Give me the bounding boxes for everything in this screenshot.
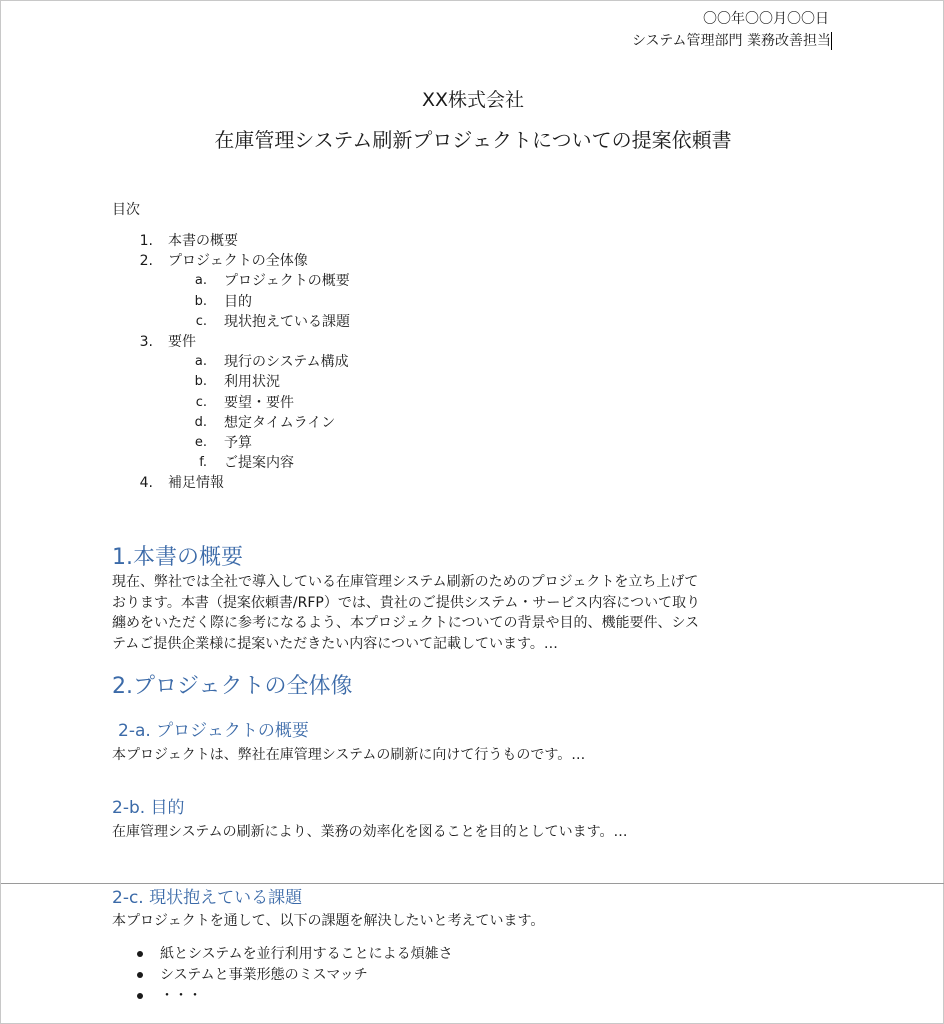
list-item-text: ・・・ (160, 988, 202, 1004)
section-1-line: テムご提供企業様に提案いただきたい内容について記載しています。… (112, 635, 558, 652)
toc-item-number: e. (194, 434, 207, 450)
toc-item-label: 現状抱えている課題 (224, 313, 350, 330)
text-cursor (831, 32, 832, 50)
section-1-body (112, 572, 832, 654)
bullet-icon (137, 993, 143, 999)
toc-item (1, 332, 944, 352)
list-item-text: システムと事業形態のミスマッチ (160, 967, 368, 983)
toc-item-label: 現行のシステム構成 (224, 354, 349, 371)
toc-item (1, 473, 944, 493)
toc-item-number: c. (195, 313, 207, 329)
toc-heading: 目次 (112, 202, 140, 218)
bullet-icon (137, 951, 143, 957)
section-1-heading: 1.本書の概要 (112, 545, 243, 570)
table-of-contents (1, 231, 944, 493)
toc-item (1, 352, 944, 372)
toc-item-number: a. (194, 354, 207, 370)
toc-item-label: 要望・要件 (224, 394, 294, 411)
section-2b-heading: 2-b. 目的 (112, 798, 185, 818)
toc-item (1, 453, 944, 473)
toc-item (1, 251, 944, 271)
toc-item-number: b. (194, 293, 207, 309)
section-2-heading: 2.プロジェクトの全体像 (112, 674, 353, 699)
page-break (1, 883, 944, 884)
document-title: 在庫管理システム刷新プロジェクトについての提案依頼書 (214, 128, 732, 152)
toc-item-number: c. (195, 394, 207, 410)
toc-item (1, 271, 944, 291)
section-1-line: 現在、弊社では全社で導入している在庫管理システム刷新のためのプロジェクトを立ち上げて (112, 574, 699, 590)
toc-item-number: f. (199, 455, 207, 471)
company-name: XX株式会社 (421, 89, 525, 111)
toc-item (1, 393, 944, 413)
toc-item-label: 想定タイムライン (224, 414, 336, 431)
toc-item (1, 372, 944, 392)
toc-item (1, 433, 944, 453)
toc-item (1, 413, 944, 433)
toc-item (1, 312, 944, 332)
toc-item-number: 2. (139, 253, 153, 270)
section-1-line: おります。本書（提案依頼書/RFP）では、貴社のご提供システム・サービス内容について取り (112, 594, 701, 611)
toc-item-label: プロジェクトの概要 (224, 273, 350, 290)
section-1-line: 纏めをいただく際に参考になるよう、本プロジェクトについての背景や目的、機能要件、シス (112, 615, 700, 631)
toc-item-label: 目的 (224, 293, 252, 310)
toc-item-label: プロジェクトの全体像 (168, 253, 308, 270)
toc-item-label: 利用状況 (224, 374, 280, 391)
toc-item (1, 231, 944, 251)
toc-item-label: 本書の概要 (168, 233, 238, 249)
toc-item-number: a. (194, 273, 207, 289)
section-2a-heading: 2-a. プロジェクトの概要 (118, 721, 309, 741)
toc-item-label: 予算 (224, 434, 252, 451)
toc-item-label: ご提案内容 (224, 455, 294, 472)
section-2a-body: 本プロジェクトは、弊社在庫管理システムの刷新に向けて行うものです。… (112, 747, 586, 763)
toc-item-number: b. (194, 374, 207, 390)
toc-item-label: 要件 (168, 333, 196, 350)
list-item-text: 紙とシステムを並行利用することによる煩雑さ (160, 946, 453, 962)
bullet-icon (137, 972, 143, 978)
toc-item-number: 1. (139, 233, 153, 249)
toc-item-label: 補足情報 (168, 475, 224, 492)
section-2c-body: 本プロジェクトを通して、以下の課題を解決したいと考えています。 (112, 913, 545, 929)
section-2b-body: 在庫管理システムの刷新により、業務の効率化を図ることを目的としています。… (112, 824, 628, 840)
toc-item-number: d. (194, 414, 207, 430)
section-2c-heading: 2-c. 現状抱えている課題 (112, 888, 303, 908)
toc-item-number: 3. (139, 333, 153, 350)
document-date: 〇〇年〇〇月〇〇日 (703, 11, 829, 27)
toc-item-number: 4. (139, 475, 153, 492)
toc-item (1, 292, 944, 312)
author-department: システム管理部門 業務改善担当 (631, 33, 831, 49)
